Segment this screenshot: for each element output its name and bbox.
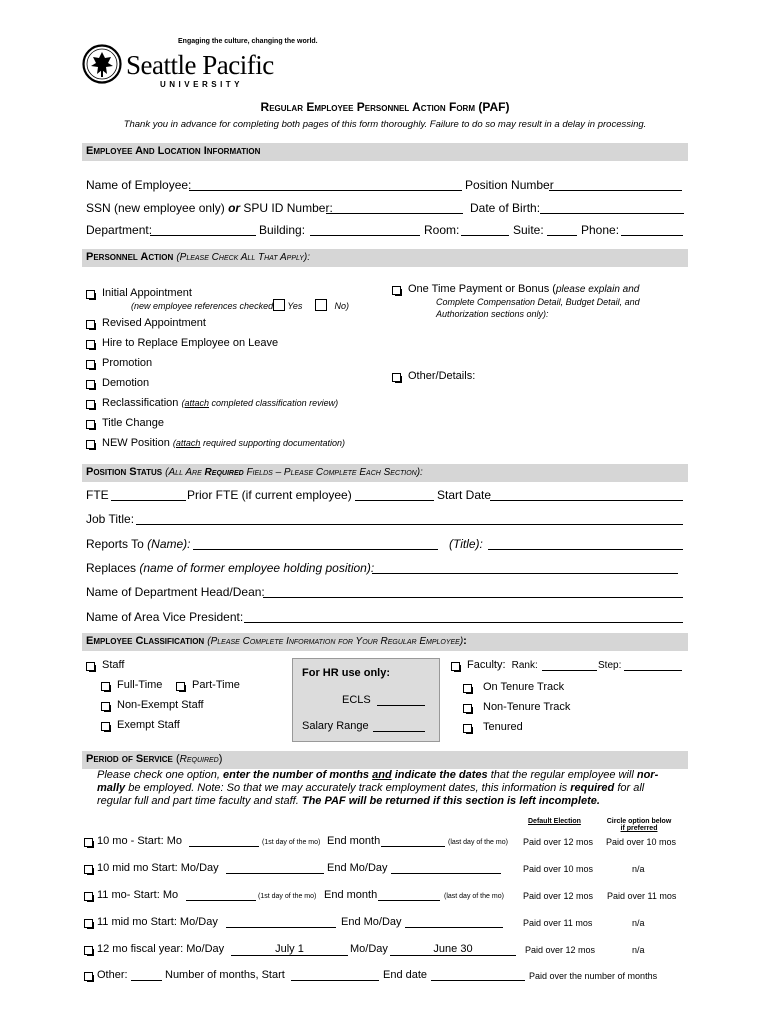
circle-option-line1: Circle option below xyxy=(606,818,672,825)
section-employee-location-title: Employee And Location Information xyxy=(86,145,261,157)
references-no-checkbox[interactable] xyxy=(315,299,327,311)
row5-option[interactable]: n/a xyxy=(632,945,645,955)
other-details-label: Other/Details: xyxy=(408,370,476,382)
reports-to-title-field[interactable] xyxy=(488,549,683,550)
para1-a: Please check one option, xyxy=(97,769,220,781)
dept-head-label: Name of Department Head/Dean: xyxy=(86,585,265,599)
para2-a: mally xyxy=(97,782,126,794)
classification-heading: Employee Classification xyxy=(86,635,205,647)
fte-field[interactable] xyxy=(111,500,186,501)
section-classification-title xyxy=(86,635,467,647)
demotion-checkbox[interactable] xyxy=(86,380,95,389)
para1-f: nor- xyxy=(636,769,659,781)
row2-end-field[interactable] xyxy=(391,873,501,874)
new-note-text: required supporting documentation) xyxy=(202,438,346,448)
row3-end-note: (last day of the mo) xyxy=(444,893,504,900)
para1-d: indicate the dates xyxy=(394,769,488,781)
row3-start-field[interactable] xyxy=(186,900,256,901)
para2-b: be employed. Note: So that we may accurately track employment dates, this information is xyxy=(128,782,568,794)
exempt-checkbox[interactable] xyxy=(101,722,110,731)
fte-label: FTE xyxy=(86,488,109,502)
replaces-field[interactable] xyxy=(372,573,678,574)
position-number-label: Position Number xyxy=(465,178,554,192)
employee-name-field[interactable] xyxy=(189,190,462,191)
salary-range-label: Salary Range xyxy=(302,720,369,732)
logo-university: UNIVERSITY xyxy=(160,80,244,89)
row3-option[interactable]: Paid over 11 mos xyxy=(607,891,677,901)
row3-start-note: (1st day of the mo) xyxy=(258,893,317,900)
ssn-label-prefix: SSN (new employee only) xyxy=(86,201,225,215)
step-label: Step: xyxy=(598,660,622,671)
row5-end-label: Mo/Day xyxy=(350,943,388,955)
faculty-label xyxy=(467,659,538,671)
personnel-action-heading: Personnel Action xyxy=(86,251,174,263)
reclass-attach: attach xyxy=(184,398,210,408)
other-months-field[interactable] xyxy=(131,980,162,981)
reports-to-text: Reports To xyxy=(86,537,144,551)
row3-checkbox[interactable] xyxy=(84,892,93,901)
staff-label: Staff xyxy=(102,659,125,671)
row1-end-note: (last day of the mo) xyxy=(448,839,508,846)
section-position-status-title xyxy=(86,466,423,478)
start-date-label: Start Date xyxy=(437,488,492,502)
row4-default: Paid over 11 mos xyxy=(523,918,593,928)
one-time-note-3: Authorization sections only): xyxy=(436,309,549,319)
period-instructions-line1 xyxy=(97,769,658,781)
other-period-checkbox[interactable] xyxy=(84,972,93,981)
non-tenure-checkbox[interactable] xyxy=(463,704,472,713)
reclassification-text: Reclassification xyxy=(102,397,179,409)
salary-range-field[interactable] xyxy=(373,731,425,732)
ssn-field[interactable] xyxy=(326,213,463,214)
new-position-label xyxy=(102,437,345,449)
one-time-note-2: Complete Compensation Detail, Budget Detail, and xyxy=(436,297,640,307)
section-position-status xyxy=(82,464,688,482)
form-title xyxy=(0,100,770,114)
dob-label: Date of Birth: xyxy=(470,201,541,215)
position-status-note-b: Required xyxy=(204,467,244,478)
suite-field[interactable] xyxy=(547,235,577,236)
row5-end-value[interactable]: June 30 xyxy=(390,943,516,956)
section-classification xyxy=(82,633,688,651)
row5-default: Paid over 12 mos xyxy=(525,945,596,955)
references-note xyxy=(131,299,349,311)
suite-label: Suite: xyxy=(513,223,544,237)
reclass-note-text: completed classification review) xyxy=(211,398,339,408)
row2-option[interactable]: n/a xyxy=(632,864,645,874)
hire-replace-checkbox[interactable] xyxy=(86,340,95,349)
part-time-checkbox[interactable] xyxy=(176,682,185,691)
references-yes-label: Yes xyxy=(287,301,303,311)
promotion-label: Promotion xyxy=(102,357,153,369)
other-months-label: Number of months, Start xyxy=(165,969,285,981)
phone-label: Phone: xyxy=(581,223,620,237)
para3-b: The PAF will be returned if this section is left incomplete. xyxy=(301,795,600,807)
period-heading: Period of Service xyxy=(86,753,173,765)
section-personnel-action-title xyxy=(86,251,310,263)
row3-end-label: End month xyxy=(324,889,378,901)
ssn-label-or: or xyxy=(228,201,241,215)
row1-checkbox[interactable] xyxy=(84,838,93,847)
position-number-field[interactable] xyxy=(549,190,682,191)
row2-checkbox[interactable] xyxy=(84,865,93,874)
row4-label: 11 mid mo Start: Mo/Day xyxy=(97,916,218,928)
para1-c: and xyxy=(372,769,392,781)
ecls-field[interactable] xyxy=(377,705,425,706)
tenured-label: Tenured xyxy=(483,721,523,733)
department-label: Department: xyxy=(86,223,153,237)
para2-c: required xyxy=(570,782,615,794)
start-date-field[interactable] xyxy=(490,500,683,501)
room-field[interactable] xyxy=(461,235,509,236)
room-label: Room: xyxy=(424,223,460,237)
period-paren-open: ( xyxy=(175,753,180,765)
full-time-label: Full-Time xyxy=(117,679,163,691)
new-position-text: NEW Position xyxy=(102,437,170,449)
prior-fte-label: Prior FTE (if current employee) xyxy=(187,488,352,502)
period-instructions-line3 xyxy=(97,795,600,807)
classification-note: (Please Complete Information for Your Regular Employee) xyxy=(207,636,464,647)
on-tenure-label: On Tenure Track xyxy=(483,681,565,693)
position-status-note-c: Fields – Please Complete Each Section): xyxy=(246,467,423,478)
row2-label: 10 mid mo Start: Mo/Day xyxy=(97,862,219,874)
classification-colon: : xyxy=(463,635,467,647)
tenured-checkbox[interactable] xyxy=(463,724,472,733)
row1-label: 10 mo - Start: Mo xyxy=(97,835,182,847)
title-change-label: Title Change xyxy=(102,417,164,429)
job-title-field[interactable] xyxy=(136,524,683,525)
logo-wordmark: Seattle Pacific xyxy=(126,50,274,80)
other-paid-label: Paid over the number of months xyxy=(529,971,658,981)
building-field[interactable] xyxy=(310,235,420,236)
hr-use-label: For HR use only: xyxy=(302,667,391,679)
row1-option[interactable]: Paid over 10 mos xyxy=(606,837,677,847)
other-period-label: Other: xyxy=(97,969,128,981)
reclassification-checkbox[interactable] xyxy=(86,400,95,409)
row1-start-field[interactable] xyxy=(189,846,259,847)
dob-field[interactable] xyxy=(540,213,684,214)
row5-label: 12 mo fiscal year: Mo/Day xyxy=(97,943,225,955)
job-title-label: Job Title: xyxy=(86,512,135,526)
ssn-label xyxy=(86,201,333,215)
replaces-label xyxy=(86,561,374,575)
row3-default: Paid over 12 mos xyxy=(523,891,594,901)
dept-head-field[interactable] xyxy=(263,597,683,598)
non-tenure-label: Non-Tenure Track xyxy=(483,701,571,713)
references-note-text: (new employee references checked xyxy=(131,301,274,311)
reports-to-title-label: (Title): xyxy=(449,537,483,551)
form-title-text: Regular Employee Personnel Action Form (PAF) xyxy=(260,100,510,114)
period-paren-close: ) xyxy=(218,753,223,765)
section-period-title xyxy=(86,753,222,765)
one-time-payment-label xyxy=(408,283,639,295)
initial-appointment-label: Initial Appointment xyxy=(102,287,192,299)
on-tenure-checkbox[interactable] xyxy=(463,684,472,693)
reports-to-name-field[interactable] xyxy=(193,549,438,550)
employee-name-label: Name of Employee: xyxy=(86,178,192,192)
other-end-label: End date xyxy=(383,969,428,981)
instructions-text: Thank you in advance for completing both pages of this form thoroughly. Failure to do so may result in a delay in processing. xyxy=(123,119,647,130)
faculty-checkbox[interactable] xyxy=(451,662,460,671)
other-end-field[interactable] xyxy=(431,980,525,981)
one-time-note-1: please explain and xyxy=(555,284,640,295)
part-time-label: Part-Time xyxy=(192,679,240,691)
reports-to-label xyxy=(86,537,191,551)
row5-start-value[interactable]: July 1 xyxy=(231,943,348,956)
row2-default: Paid over 10 mos xyxy=(523,864,594,874)
rank-field[interactable] xyxy=(542,670,597,671)
row5-checkbox[interactable] xyxy=(84,946,93,955)
hire-replace-label: Hire to Replace Employee on Leave xyxy=(102,337,279,349)
new-attach: attach xyxy=(175,438,201,448)
references-yes-checkbox[interactable] xyxy=(273,299,285,311)
para2-d: for all xyxy=(617,782,645,794)
area-vp-field[interactable] xyxy=(244,622,683,623)
rank-label: Rank: xyxy=(511,660,538,671)
circle-option-line2: if preferred xyxy=(620,825,658,832)
circle-option-header xyxy=(596,818,682,832)
row2-end-label: End Mo/Day xyxy=(327,862,388,874)
section-employee-location xyxy=(82,143,688,161)
other-details-checkbox[interactable] xyxy=(392,373,401,382)
phone-field[interactable] xyxy=(621,235,683,236)
step-field[interactable] xyxy=(624,670,682,671)
university-seal-icon xyxy=(82,44,122,84)
default-election-header: Default Election xyxy=(528,818,581,825)
one-time-payment-text: One Time Payment or Bonus ( xyxy=(408,283,556,295)
para3-a: regular full and part time faculty and staff. xyxy=(97,795,299,807)
department-field[interactable] xyxy=(150,235,256,236)
replaces-text: Replaces xyxy=(86,561,137,575)
other-start-field[interactable] xyxy=(291,980,379,981)
row1-start-note: (1st day of the mo) xyxy=(262,839,321,846)
new-position-checkbox[interactable] xyxy=(86,440,95,449)
ssn-label-suffix: SPU ID Number: xyxy=(243,201,333,215)
one-time-payment-checkbox[interactable] xyxy=(392,286,401,295)
instructions xyxy=(0,119,770,130)
row4-checkbox[interactable] xyxy=(84,919,93,928)
demotion-label: Demotion xyxy=(102,377,150,389)
row3-end-field[interactable] xyxy=(378,900,440,901)
tagline: Engaging the culture, changing the world. xyxy=(178,38,318,45)
section-period-of-service xyxy=(82,751,688,769)
row4-option[interactable]: n/a xyxy=(632,918,645,928)
building-label: Building: xyxy=(259,223,306,237)
row1-end-label: End month xyxy=(327,835,381,847)
replaces-note: (name of former employee holding position): xyxy=(139,561,375,575)
title-change-checkbox[interactable] xyxy=(86,420,95,429)
para1-e: that the regular employee will xyxy=(490,769,634,781)
non-exempt-label: Non-Exempt Staff xyxy=(117,699,204,711)
references-no-label: No) xyxy=(334,301,349,311)
non-exempt-checkbox[interactable] xyxy=(101,702,110,711)
row3-label: 11 mo- Start: Mo xyxy=(97,889,179,901)
faculty-text: Faculty: xyxy=(467,659,506,671)
promotion-checkbox[interactable] xyxy=(86,360,95,369)
exempt-label: Exempt Staff xyxy=(117,719,180,731)
period-instructions-line2 xyxy=(97,782,644,794)
row2-start-field[interactable] xyxy=(226,873,324,874)
section-personnel-action xyxy=(82,249,688,267)
row4-end-label: End Mo/Day xyxy=(341,916,402,928)
area-vp-label: Name of Area Vice President: xyxy=(86,610,244,624)
row1-default: Paid over 12 mos xyxy=(523,837,594,847)
row1-end-field[interactable] xyxy=(381,846,445,847)
position-status-note-a: (All Are xyxy=(165,467,202,478)
revised-appointment-label: Revised Appointment xyxy=(102,317,206,329)
para1-b: enter the number of months xyxy=(222,769,370,781)
hr-use-box xyxy=(292,658,440,742)
new-position-note: (attach required supporting documentation) xyxy=(172,438,346,448)
revised-appointment-checkbox[interactable] xyxy=(86,320,95,329)
personnel-action-heading-note: (Please Check All That Apply): xyxy=(176,252,311,263)
reclassification-label xyxy=(102,397,338,409)
ecls-label: ECLS xyxy=(342,694,371,706)
position-status-note xyxy=(165,467,423,478)
prior-fte-field[interactable] xyxy=(355,500,434,501)
staff-checkbox[interactable] xyxy=(86,662,95,671)
row4-start-field[interactable] xyxy=(226,927,336,928)
position-status-heading: Position Status xyxy=(86,466,163,478)
initial-appointment-checkbox[interactable] xyxy=(86,290,95,299)
row4-end-field[interactable] xyxy=(405,927,503,928)
period-heading-note: Required xyxy=(179,754,219,765)
full-time-checkbox[interactable] xyxy=(101,682,110,691)
reports-to-name-label: (Name): xyxy=(147,537,191,551)
reclassification-note: (attach completed classification review) xyxy=(181,398,339,408)
